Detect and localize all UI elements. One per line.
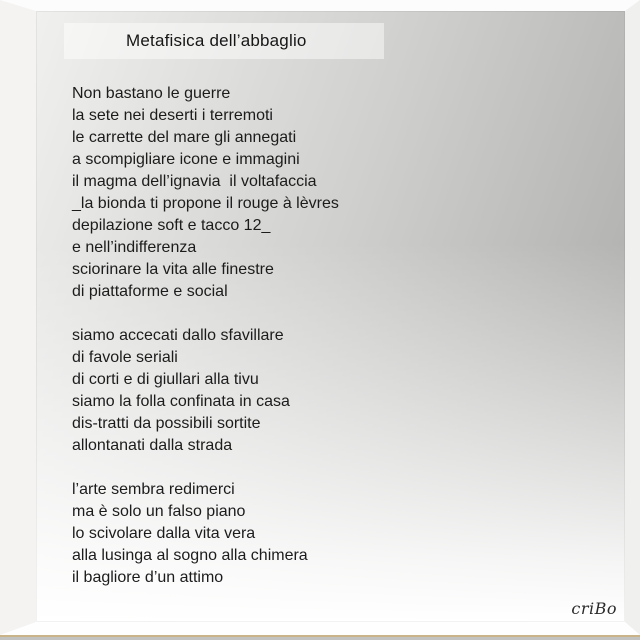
stanza [72,479,605,589]
poem-line: il magma dell’ignavia il voltafaccia [72,173,317,190]
poem-line: allontanati dalla strada [72,437,233,454]
bottom-edge-line [0,635,640,640]
poem-line: la sete nei deserti i terremoti [72,107,273,124]
poem-line: di corti e di giullari alla tivu [72,371,259,388]
poem-line: Non bastano le guerre [72,85,231,102]
poem-panel [36,11,625,622]
poem-line: sciorinare la vita alle finestre [72,261,274,278]
stanza [72,83,605,303]
poem-line: lo scivolare dalla vita vera [72,525,256,542]
poem-line: alla lusinga al sogno alla chimera [72,547,308,564]
poem-line: di piattaforme e social [72,283,228,300]
poem-line: siamo la folla confinata in casa [72,393,290,410]
poem-line: di favole seriali [72,349,178,366]
poem [72,83,605,589]
poem-line: _la bionda ti propone il rouge à lèvres [72,195,339,212]
poem-line: siamo accecati dallo sfavillare [72,327,284,344]
title-band [64,23,384,59]
poem-line: a scompigliare icone e immagini [72,151,300,168]
poem-line: ma è solo un falso piano [72,503,246,520]
poem-line: le carrette del mare gli annegati [72,129,297,146]
poem-line: e nell’indifferenza [72,239,197,256]
poem-title: Metafisica dell’abbaglio [126,31,307,50]
poem-line: dis-tratti da possibili sortite [72,415,261,432]
poem-line: il bagliore d’un attimo [72,569,224,586]
poem-line: depilazione soft e tacco 12_ [72,217,271,234]
poem-line: l’arte sembra redimerci [72,481,235,498]
stanza [72,325,605,457]
author-signature: criBo [571,599,617,618]
